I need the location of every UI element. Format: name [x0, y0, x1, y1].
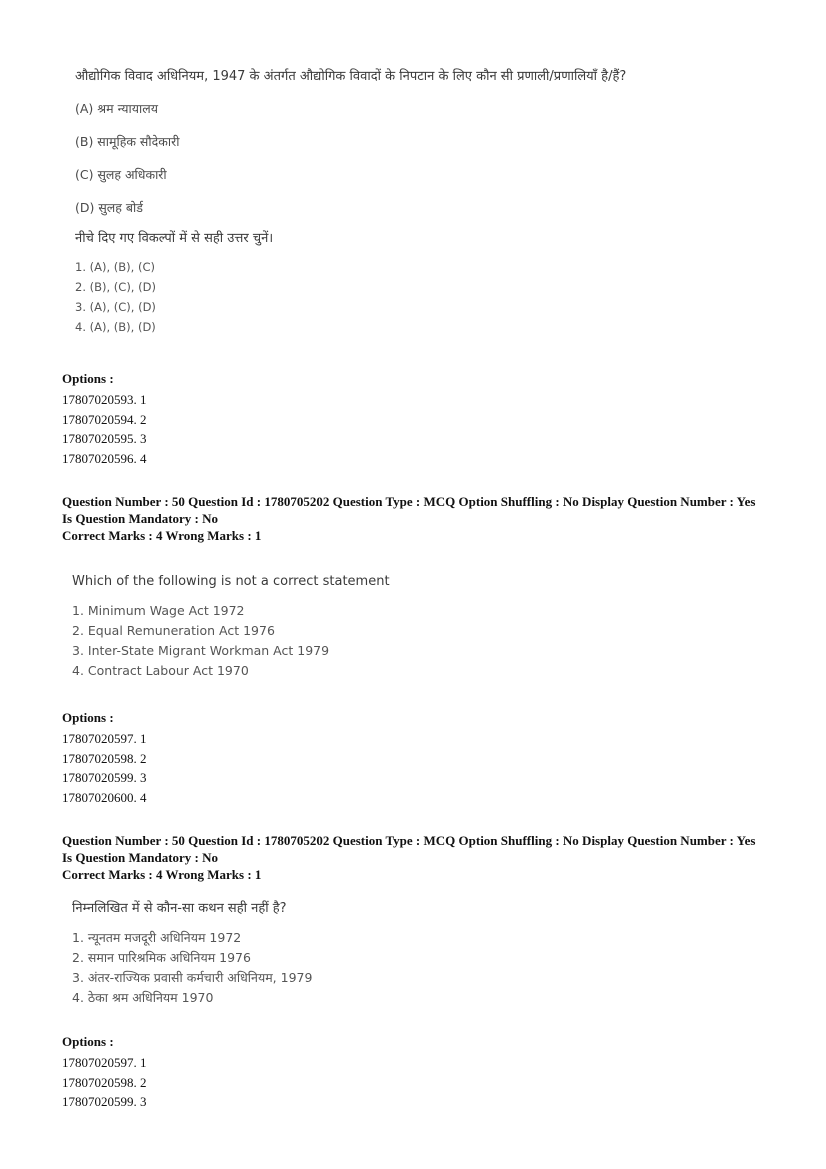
question-meta — [62, 832, 792, 883]
options-list — [62, 1053, 147, 1112]
option-id: 17807020597. 1 — [62, 1055, 147, 1070]
statement-item: (B) सामूहिक सौदेकारी — [75, 134, 180, 149]
option-id: 17807020598. 2 — [62, 1074, 147, 1090]
options-heading: Options : — [62, 1034, 114, 1049]
choice-item: 2. Equal Remuneration Act 1976 — [72, 623, 275, 638]
choice-item: 4. (A), (B), (D) — [75, 320, 156, 334]
question-stem: औद्योगिक विवाद अधिनियम, 1947 के अंतर्गत औद्योगिक विवादों के निपटान के लिए कौन सी प्रणाली/प्रणालियाँ है/हैं? — [75, 69, 627, 84]
statement-item: (A) श्रम न्यायालय — [75, 101, 158, 116]
choice-item: 2. समान पारिश्रमिक अधिनियम 1976 — [72, 950, 251, 965]
question-image-hindi-wages — [72, 898, 772, 1008]
option-id: 17807020594. 2 — [62, 411, 147, 427]
choice-item: 1. न्यूनतम मजदूरी अधिनियम 1972 — [72, 930, 242, 945]
statement-item: (C) सुलह अधिकारी — [75, 167, 167, 182]
statement-item: (D) सुलह बोर्ड — [75, 200, 143, 215]
option-id: 17807020600. 4 — [62, 789, 147, 805]
question-image-hindi-disputes — [75, 66, 775, 337]
option-id: 17807020595. 3 — [62, 431, 147, 446]
question-stem: Which of the following is not a correct statement — [72, 574, 390, 589]
choice-item: 1. (A), (B), (C) — [75, 260, 155, 274]
choice-item: 3. अंतर-राज्यिक प्रवासी कर्मचारी अधिनियम, 1979 — [72, 970, 313, 985]
choice-item: 2. (B), (C), (D) — [75, 280, 156, 294]
question-meta-line: Correct Marks : 4 Wrong Marks : 1 — [62, 867, 262, 882]
option-id: 17807020597. 1 — [62, 731, 147, 746]
options-list — [62, 390, 147, 468]
instruction-text: नीचे दिए गए विकल्पों में से सही उत्तर चुनें। — [75, 231, 274, 246]
options-heading: Options : — [62, 371, 114, 386]
question-meta-line: Is Question Mandatory : No — [62, 850, 219, 865]
choice-item: 3. Inter-State Migrant Workman Act 1979 — [72, 643, 330, 658]
option-id: 17807020593. 1 — [62, 392, 147, 407]
question-image-english — [72, 574, 772, 681]
options-list — [62, 729, 147, 807]
question-meta-line: Correct Marks : 4 Wrong Marks : 1 — [62, 528, 262, 543]
option-id: 17807020596. 4 — [62, 450, 147, 466]
options-heading: Options : — [62, 710, 114, 725]
option-id: 17807020598. 2 — [62, 750, 147, 766]
question-meta-line: Is Question Mandatory : No — [62, 511, 219, 526]
question-stem: निम्नलिखित में से कौन-सा कथन सही नहीं है? — [72, 901, 287, 916]
choice-item: 3. (A), (C), (D) — [75, 300, 156, 314]
option-id: 17807020599. 3 — [62, 770, 147, 785]
question-meta-line: Question Number : 50 Question Id : 1780705202 Question Type : MCQ Option Shuffling : No Display Question Number : Yes — [62, 494, 756, 509]
question-meta — [62, 493, 792, 544]
question-meta-line: Question Number : 50 Question Id : 1780705202 Question Type : MCQ Option Shuffling : No Display Question Number : Yes — [62, 833, 756, 848]
option-id: 17807020599. 3 — [62, 1094, 147, 1109]
choice-item: 4. ठेका श्रम अधिनियम 1970 — [72, 990, 214, 1005]
choice-item: 4. Contract Labour Act 1970 — [72, 663, 249, 678]
choice-item: 1. Minimum Wage Act 1972 — [72, 603, 245, 618]
